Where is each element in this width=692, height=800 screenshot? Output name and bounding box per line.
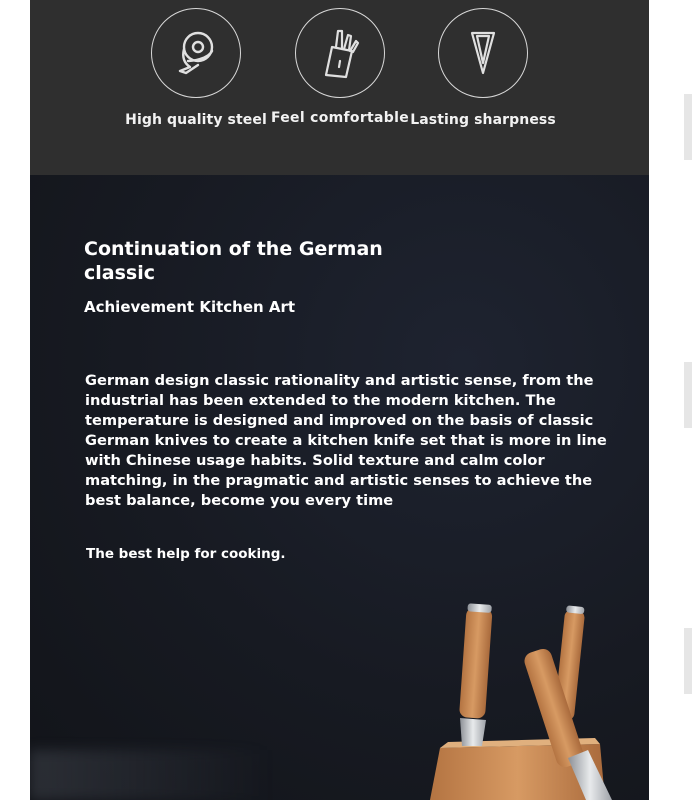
feature-icon-circle xyxy=(438,8,528,98)
feature-icon-circle xyxy=(151,8,241,98)
knife-block-image xyxy=(390,600,620,800)
feature-band xyxy=(30,0,649,175)
feature-icon-circle xyxy=(295,8,385,98)
product-detail-page xyxy=(30,0,649,800)
tape-roll-icon xyxy=(168,25,224,81)
hero-title: Continuation of the German classic xyxy=(84,238,383,284)
hero-tagline: The best help for cooking. xyxy=(86,546,286,562)
feature-label: Lasting sharpness xyxy=(410,112,556,128)
feature-label: Feel comfortable xyxy=(270,110,410,126)
right-edge-strip xyxy=(684,362,692,428)
hero-subtitle: Achievement Kitchen Art xyxy=(84,298,296,316)
right-edge-strip xyxy=(684,628,692,694)
feature-feel-comfortable xyxy=(260,8,420,126)
hero-description: German design classic rationality and artistic sense, from the industrial has been extended to the modern kitchen. The temperature is designed and improved on the basis of classic German knives to create a kitchen knife set that is more in line with Chinese usage habits. Solid texture and calm color matching, in the pragmatic and artistic senses to achieve the best balance, become you every time xyxy=(85,372,607,509)
knife-block-icon xyxy=(312,25,368,81)
hero-section xyxy=(30,175,649,800)
feature-lasting-sharpness xyxy=(403,8,563,128)
right-edge-strip xyxy=(684,94,692,160)
background-blur xyxy=(30,750,270,800)
blade-tip-icon xyxy=(455,25,511,81)
feature-label: High quality steel xyxy=(125,112,267,128)
feature-high-quality-steel xyxy=(116,8,276,128)
